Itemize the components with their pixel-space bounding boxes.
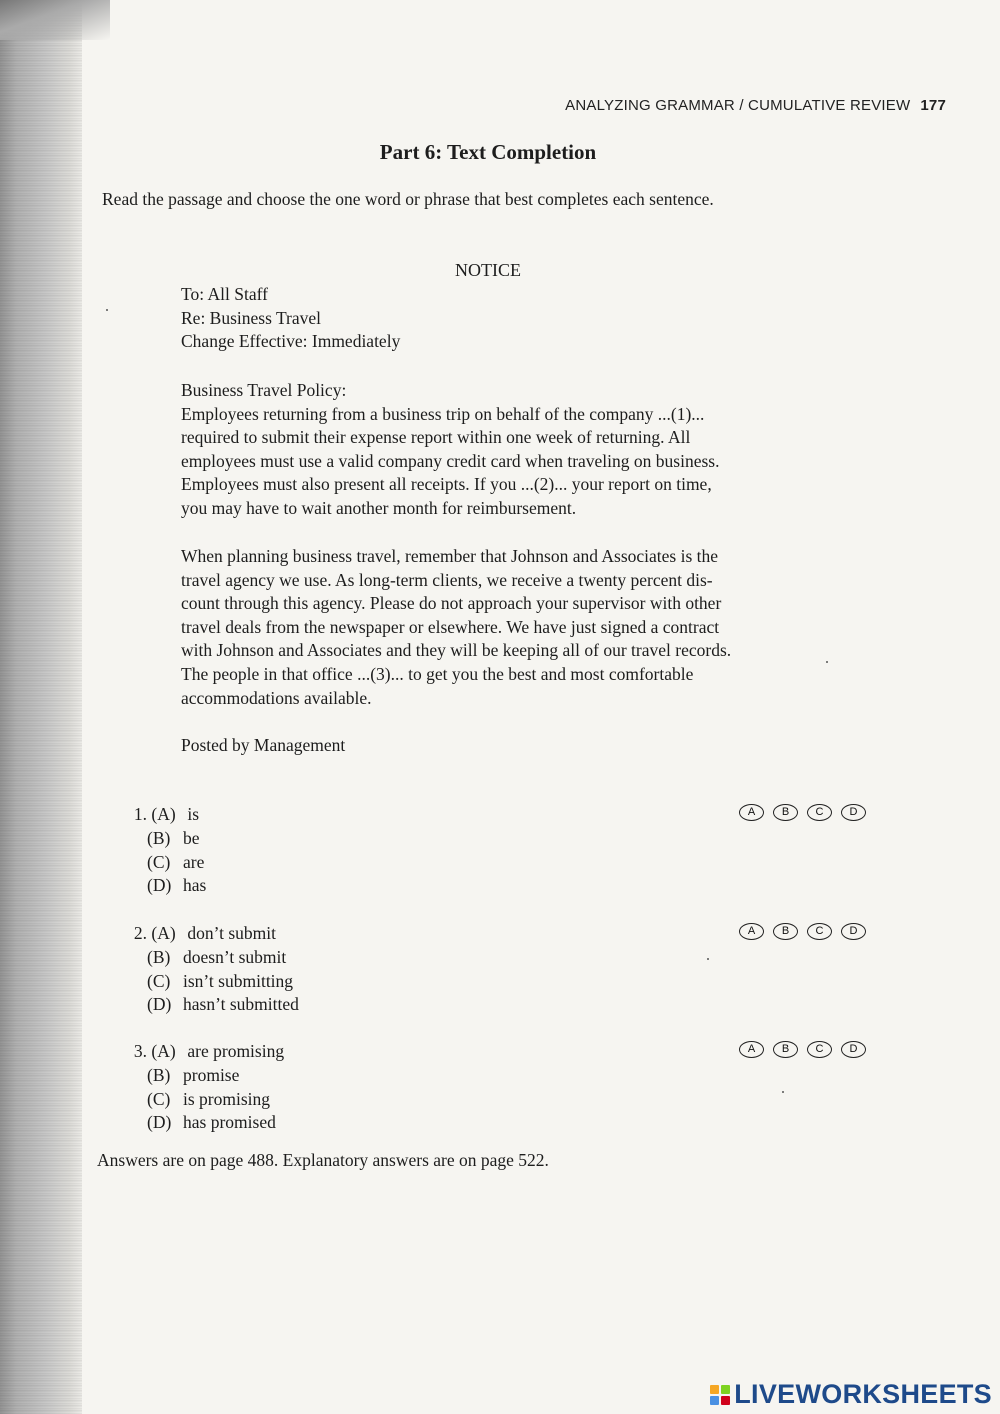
option-text: is: [187, 804, 200, 824]
notice-line: Employees returning from a business trip on behalf of the company ...(1)...: [181, 403, 705, 424]
liveworksheets-brand[interactable]: [710, 1379, 992, 1410]
notice-line: When planning business travel, remember that Johnson and Associates is the: [181, 546, 719, 566]
bubble-3a[interactable]: A: [739, 1041, 764, 1058]
scan-speck: [707, 958, 709, 960]
option-letter: (A): [151, 923, 176, 943]
option-1d[interactable]: [118, 874, 878, 898]
answer-bubbles-1: [739, 804, 866, 821]
page-number: 177: [920, 97, 946, 114]
option-2d[interactable]: [118, 993, 878, 1017]
question-number: 3.: [133, 1041, 147, 1061]
option-text: don’t submit: [187, 923, 277, 943]
option-letter: (C): [147, 851, 171, 872]
option-1c[interactable]: [118, 851, 878, 875]
notice-title: NOTICE: [455, 260, 521, 280]
notice-to: To: All Staff: [181, 284, 268, 304]
logo-square: [721, 1396, 730, 1405]
option-letter: (A): [151, 1041, 176, 1061]
option-letter: (D): [147, 875, 172, 896]
notice-line: count through this agency. Please do not approach your supervisor with other: [181, 593, 722, 614]
option-1b[interactable]: [118, 827, 878, 851]
notice-line: you may have to wait another month for reimbursement.: [181, 497, 577, 518]
option-letter: (D): [147, 994, 172, 1015]
running-head: [565, 97, 946, 114]
liveworksheets-logo-icon: [710, 1385, 730, 1405]
bubble-3d[interactable]: D: [841, 1041, 866, 1058]
bubble-2d[interactable]: D: [841, 923, 866, 940]
notice-line: travel agency we use. As long-term clients, we receive a twenty percent dis-: [181, 569, 713, 590]
option-letter: (D): [147, 1112, 172, 1133]
option-letter: (B): [147, 1064, 171, 1085]
logo-square: [710, 1385, 719, 1394]
part-title: Part 6: Text Completion: [379, 140, 597, 164]
option-text: has: [183, 875, 207, 896]
option-letter: (B): [147, 946, 171, 967]
answer-bubbles-3: [739, 1041, 866, 1058]
notice-line: required to submit their expense report within one week of returning. All: [181, 427, 691, 448]
answer-bubbles-2: [739, 923, 866, 940]
option-text: isn’t submitting: [183, 970, 294, 991]
option-letter: (C): [147, 970, 171, 991]
option-letter: (C): [147, 1088, 171, 1109]
book-corner-shadow: [0, 0, 110, 40]
brand-text: LIVEWORKSHEETS: [734, 1379, 992, 1409]
bubble-1a[interactable]: A: [739, 804, 764, 821]
instructions: Read the passage and choose the one word or phrase that best completes each sentence.: [102, 189, 714, 209]
option-text: has promised: [183, 1112, 276, 1133]
option-letter: (B): [147, 827, 171, 848]
notice-line: Business Travel Policy:: [181, 380, 347, 400]
question-3: [118, 1040, 878, 1135]
notice-line: Employees must also present all receipts. If you ...(2)... your report on time,: [181, 474, 712, 495]
book-binding-shadow: [0, 0, 82, 1414]
question-number: 1.: [133, 804, 147, 824]
option-letter: (A): [151, 804, 176, 824]
bubble-2b[interactable]: B: [773, 923, 798, 940]
option-text: be: [183, 827, 200, 848]
bubble-1b[interactable]: B: [773, 804, 798, 821]
notice-line: employees must use a valid company credit card when traveling on business.: [181, 450, 720, 471]
scan-speck: [782, 1091, 784, 1093]
notice-line: travel deals from the newspaper or elsewhere. We have just signed a contract: [181, 616, 720, 637]
bubble-2c[interactable]: C: [807, 923, 832, 940]
notice-posted-by: Posted by Management: [181, 735, 346, 755]
notice-change-effective: Change Effective: Immediately: [181, 331, 401, 352]
option-3c[interactable]: [118, 1088, 878, 1112]
notice-re: Re: Business Travel: [181, 307, 322, 328]
bubble-2a[interactable]: A: [739, 923, 764, 940]
option-text: are: [183, 851, 205, 872]
answers-note: Answers are on page 488. Explanatory answers are on page 522.: [97, 1150, 549, 1170]
notice-paragraph-2: [181, 545, 801, 710]
notice-header: [181, 283, 801, 354]
question-number: 2.: [133, 923, 147, 943]
option-text: doesn’t submit: [183, 946, 287, 967]
option-text: are promising: [187, 1041, 285, 1061]
bubble-1d[interactable]: D: [841, 804, 866, 821]
notice-paragraph-1: [181, 379, 801, 521]
scan-speck: [826, 661, 828, 663]
option-2c[interactable]: [118, 970, 878, 994]
option-text: hasn’t submitted: [183, 994, 299, 1015]
logo-square: [710, 1396, 719, 1405]
running-head-text: ANALYZING GRAMMAR / CUMULATIVE REVIEW: [565, 97, 911, 114]
bubble-3b[interactable]: B: [773, 1041, 798, 1058]
scan-speck: [106, 309, 108, 311]
logo-square: [721, 1385, 730, 1394]
bubble-3c[interactable]: C: [807, 1041, 832, 1058]
notice-line: with Johnson and Associates and they will be keeping all of our travel records.: [181, 640, 732, 661]
question-1: [118, 803, 878, 898]
option-3d[interactable]: [118, 1111, 878, 1135]
notice-line: accommodations available.: [181, 687, 372, 708]
option-text: promise: [183, 1064, 240, 1085]
option-text: is promising: [183, 1088, 271, 1109]
notice-line: The people in that office ...(3)... to get you the best and most comfortable: [181, 663, 694, 684]
question-2: [118, 922, 878, 1017]
bubble-1c[interactable]: C: [807, 804, 832, 821]
option-3b[interactable]: [118, 1064, 878, 1088]
option-2b[interactable]: [118, 946, 878, 970]
